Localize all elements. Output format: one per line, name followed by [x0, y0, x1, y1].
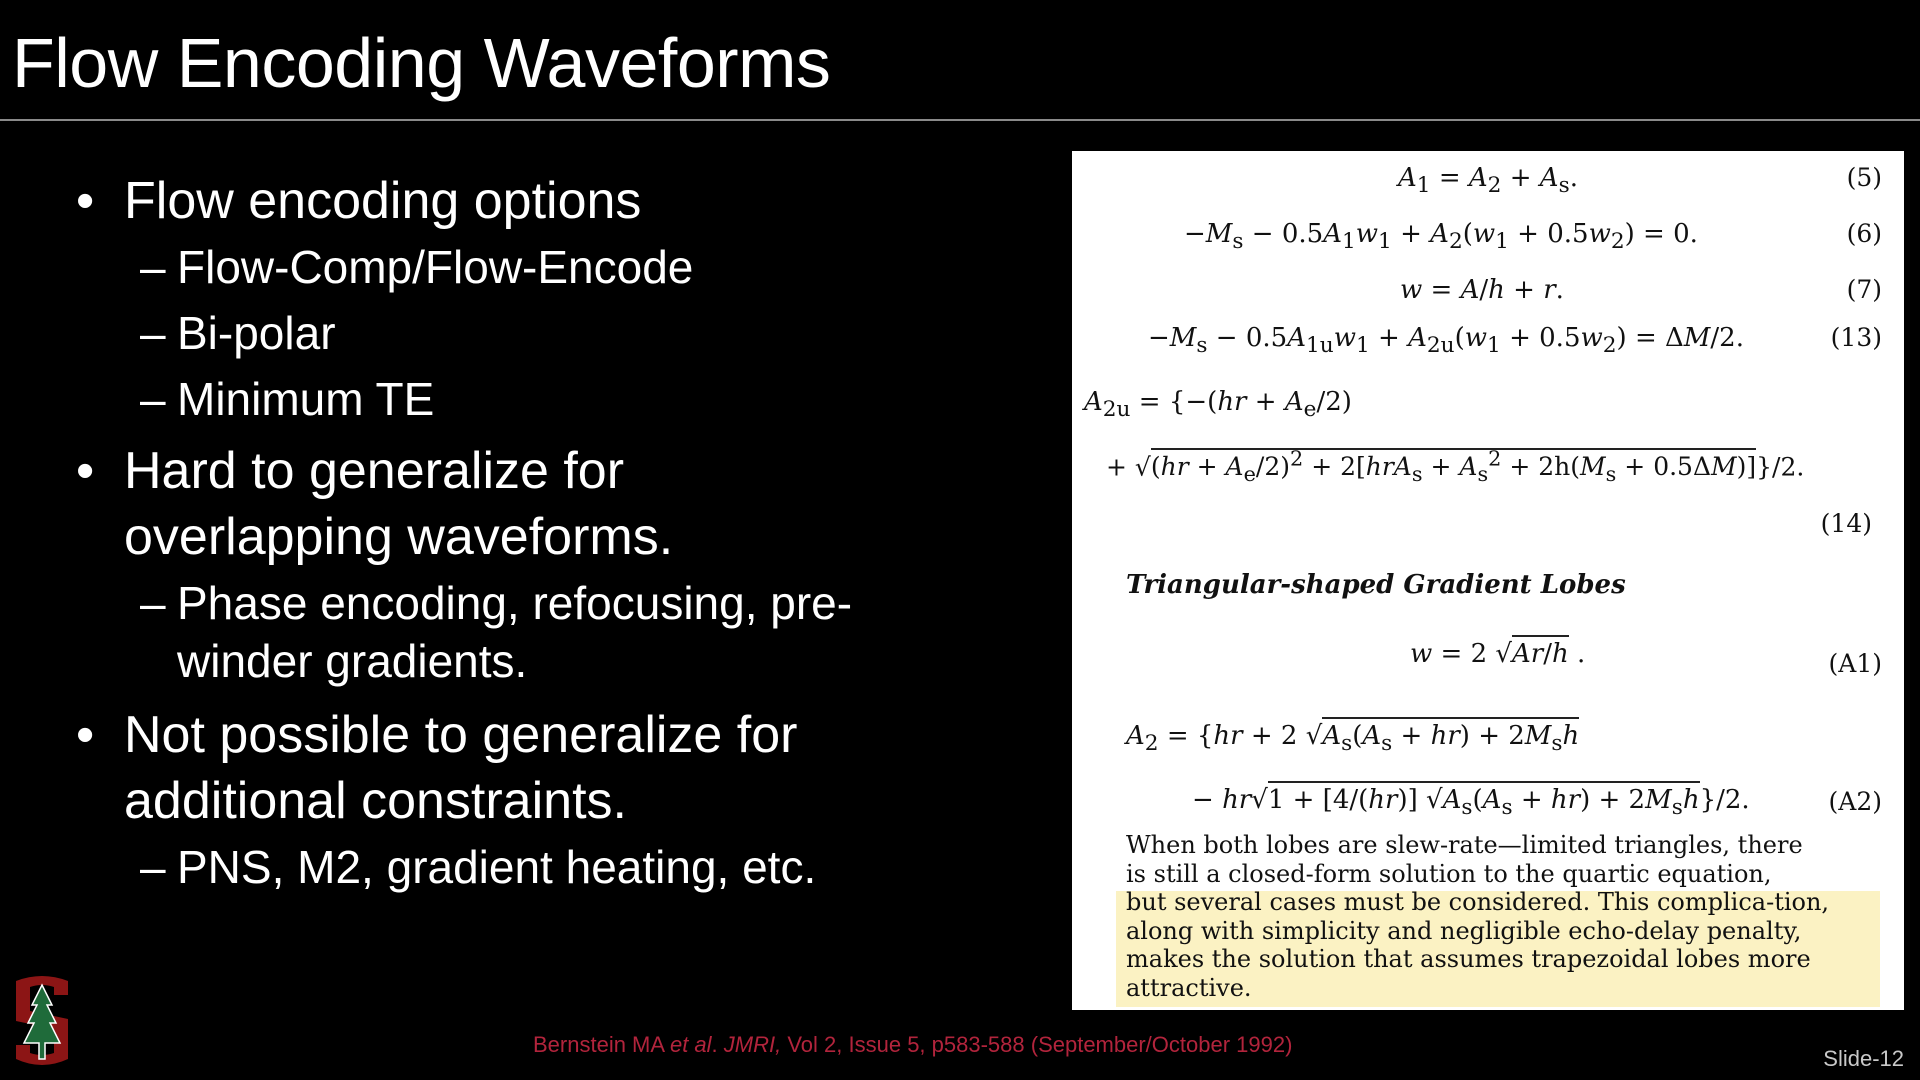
- bullet-list: [70, 168, 970, 904]
- equation-label: (13): [1830, 323, 1882, 352]
- equation-14-line2: + $√(hr + A_e/2)^2 + 2[hrA_s + A_s^2 + 2h(M_s + 0.5\Delta M)]\}/2$.: [1106, 447, 1805, 487]
- equation-label: (7): [1846, 275, 1882, 304]
- figure-paragraph: When both lobes are slew-rate—limited triangles, there is still a closed-form solution to the quartic equation, but several cases must be considered. This complica-tion, along with simplicity and negligible echo-delay penalty, makes the solution that assumes trapezoidal lobes more attractive.: [1126, 831, 1886, 1002]
- sub-bullet: – Flow-Comp/Flow-Encode: [140, 241, 694, 293]
- equation-label: (A1): [1828, 649, 1882, 678]
- sub-bullet: – Minimum TE: [140, 373, 435, 425]
- equation-5: $A_1 = A_2 + A_s$.: [1398, 163, 1578, 199]
- equation-13: $-M_s - 0.5A_{1u}w_1 + A_{2u}(w_1 + 0.5w_2) = \Delta M/2$.: [1148, 323, 1744, 359]
- paper-excerpt-figure: [1072, 151, 1904, 1010]
- sub-bullet: – Phase encoding, refocusing, pre-winder gradients.: [140, 577, 853, 687]
- sub-bullet: – Bi-polar: [140, 307, 336, 359]
- equation-label: (5): [1846, 163, 1882, 192]
- slide-title: Flow Encoding Waveforms: [12, 24, 831, 102]
- equation-14-line1: $A_{2u} = \{-(hr + A_e/2)$: [1084, 387, 1352, 423]
- equation-7: w = A/h + r.: [1400, 275, 1564, 305]
- stanford-tree-icon: [10, 975, 74, 1067]
- bullet-3: • Not possible to generalize for additional constraints.: [70, 702, 844, 834]
- equation-label: (6): [1846, 219, 1882, 248]
- highlighted-text: but several cases must be considered. This complica-tion, along with simplicity and negligible echo-delay penalty, makes the solution that assumes trapezoidal lobes more attractive.: [1126, 888, 1830, 1002]
- equation-label: (A2): [1828, 787, 1882, 816]
- bullet-2: • Hard to generalize for overlapping waveforms.: [70, 438, 744, 570]
- equation-6: $-M_s - 0.5A_1w_1 + A_2(w_1 + 0.5w_2) = 0$.: [1184, 219, 1698, 255]
- equation-a2-line1: $A_2 = \{hr + 2$ $√A_s(A_s + hr) + 2M_sh$: [1126, 721, 1579, 756]
- equation-a2-line2: − hr√1 + [4/(hr)] $√A_s(A_s + hr) + 2M_sh\}/2$.: [1192, 785, 1750, 820]
- bullet-1: • Flow encoding options: [70, 168, 970, 234]
- equation-a1: w = 2 √Ar/h .: [1410, 639, 1585, 669]
- equation-label: (14): [1820, 509, 1872, 538]
- sub-bullet: – PNS, M2, gradient heating, etc.: [140, 841, 817, 893]
- slide-number: Slide-12: [1823, 1046, 1904, 1071]
- citation: Bernstein MA et al. JMRI, Vol 2, Issue 5, p583-588 (September/October 1992): [533, 1032, 1293, 1057]
- figure-heading: Triangular-shaped Gradient Lobes: [1126, 570, 1626, 600]
- title-divider: [0, 119, 1920, 121]
